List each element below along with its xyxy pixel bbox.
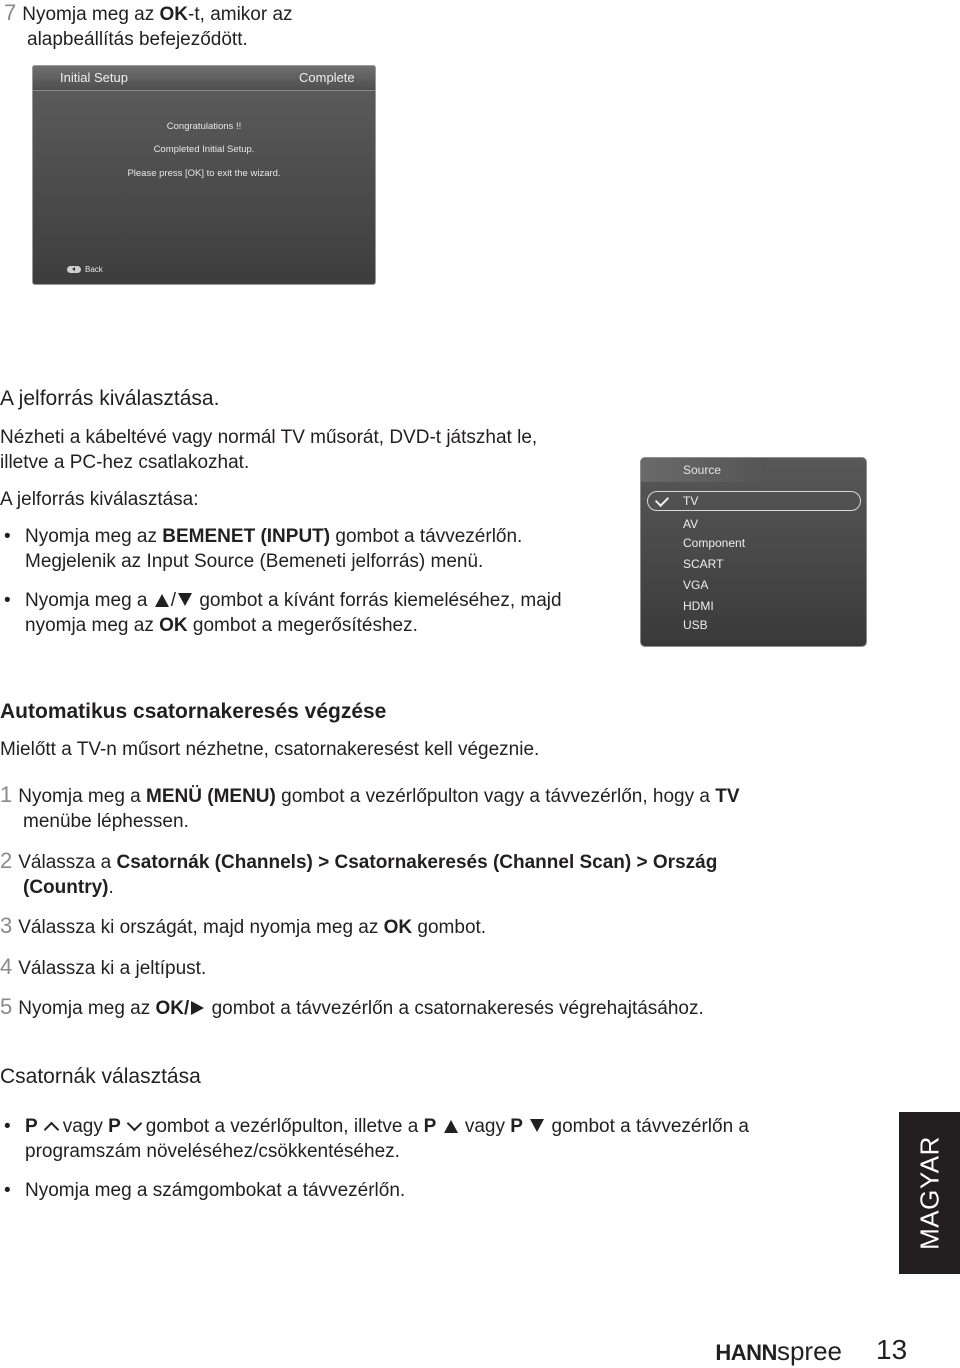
back-button[interactable]: Back bbox=[67, 265, 103, 274]
brand-logo: HANNspree bbox=[715, 1336, 842, 1366]
channel-bullet-1: • P vagy P gombot a vezérlőpulton, illetve a P vagy P gombot a távvezérlőn a programszám növeléséhez/csökkentéséhez. bbox=[4, 1116, 750, 1162]
scan-step-1: 1 Nyomja meg a MENÜ (MENU) gombot a vezérlőpulton vagy a távvezérlőn, hogy a TV menübe léphessen. bbox=[0, 782, 740, 832]
scan-step-4: 4 Válassza ki a jeltípust. bbox=[0, 954, 207, 979]
source-item-vga[interactable]: VGA bbox=[683, 578, 709, 592]
source-heading: A jelforrás kiválasztása. bbox=[0, 387, 220, 410]
source-bullet-2: • Nyomja meg a / gombot a kívánt forrás kiemeléséhez, majd nyomja meg az OK gombot a megerősítéshez. bbox=[4, 590, 562, 636]
source-item-hdmi[interactable]: HDMI bbox=[683, 599, 714, 613]
source-item-component[interactable]: Component bbox=[683, 536, 746, 550]
source-item-av[interactable]: AV bbox=[683, 517, 699, 531]
down-arrow-icon bbox=[530, 1119, 544, 1132]
channel-bullet-2: • Nyomja meg a számgombokat a távvezérlőn. bbox=[4, 1180, 406, 1201]
step-number: 7 bbox=[4, 0, 17, 25]
source-item-tv[interactable]: TV bbox=[683, 494, 699, 508]
source-lead: A jelforrás kiválasztása: bbox=[0, 489, 199, 510]
scan-heading: Automatikus csatornakeresés végzése bbox=[0, 700, 387, 723]
source-selection-highlight bbox=[647, 491, 861, 511]
setup-message-3: Please press [OK] to exit the wizard. bbox=[127, 168, 281, 179]
up-arrow-icon bbox=[155, 594, 169, 607]
source-item-scart[interactable]: SCART bbox=[683, 557, 724, 571]
language-tab: MAGYAR bbox=[899, 1112, 960, 1274]
scan-step-2: 2 Válassza a Csatornák (Channels) > Csatornakeresés (Channel Scan) > Ország (Country). bbox=[0, 848, 718, 898]
scan-step-3: 3 Válassza ki országát, majd nyomja meg az OK gombot. bbox=[0, 913, 487, 938]
scan-step-5: 5 Nyomja meg az OK/ gombot a távvezérlőn a csatornakeresés végrehajtásához. bbox=[0, 994, 704, 1019]
back-icon bbox=[67, 266, 81, 273]
setup-title-bar bbox=[33, 66, 375, 91]
chevron-down-icon bbox=[127, 1116, 143, 1132]
source-intro: Nézheti a kábeltévé vagy normál TV műsorát, DVD-t játszhat le, illetve a PC-hez csatlakozhat. bbox=[0, 427, 538, 473]
step-7: 7 Nyomja meg az OK-t, amikor az alapbeállítás befejeződött. bbox=[4, 0, 293, 50]
channel-heading: Csatornák választása bbox=[0, 1065, 201, 1088]
source-menu bbox=[640, 457, 867, 647]
setup-message-2: Completed Initial Setup. bbox=[153, 144, 255, 155]
down-arrow-icon bbox=[178, 593, 192, 606]
setup-status: Complete bbox=[299, 70, 355, 85]
setup-title: Initial Setup bbox=[60, 70, 128, 85]
right-arrow-icon bbox=[191, 1001, 204, 1015]
page-number: 13 bbox=[876, 1334, 908, 1365]
source-item-usb[interactable]: USB bbox=[683, 618, 708, 632]
source-bullet-1: • Nyomja meg az BEMENET (INPUT) gombot a távvezérlőn. Megjelenik az Input Source (Bemeneti jelforrás) menü. bbox=[4, 526, 523, 572]
initial-setup-screen bbox=[32, 65, 376, 285]
up-arrow-icon bbox=[444, 1120, 458, 1133]
setup-message-1: Congratulations !! bbox=[166, 121, 242, 132]
scan-intro: Mielőtt a TV-n műsort nézhetne, csatornakeresést kell végeznie. bbox=[0, 739, 540, 760]
source-menu-title: Source bbox=[683, 463, 722, 477]
chevron-up-icon bbox=[43, 1122, 59, 1138]
